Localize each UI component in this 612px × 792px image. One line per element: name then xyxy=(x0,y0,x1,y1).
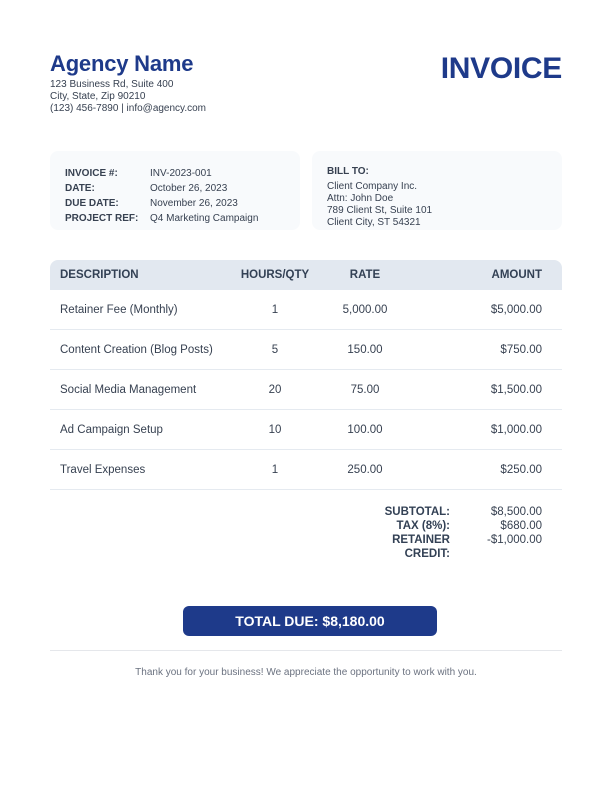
table-row xyxy=(50,330,562,370)
subtotal-value: $8,500.00 xyxy=(490,506,542,518)
meta-value: October 26, 2023 xyxy=(150,183,228,194)
cell-description: Travel Expenses xyxy=(60,463,146,476)
agency-address-line2: City, State, Zip 90210 xyxy=(50,91,146,102)
agency-contact: (123) 456-7890 | info@agency.com xyxy=(50,103,206,114)
retainer-credit-label xyxy=(360,533,450,561)
header-qty: HOURS/QTY xyxy=(240,269,310,281)
bill-to-card xyxy=(312,151,562,230)
tax-value: $680.00 xyxy=(500,520,542,532)
meta-label: PROJECT REF: xyxy=(65,213,139,224)
cell-qty: 1 xyxy=(271,303,279,316)
table-row xyxy=(50,370,562,410)
line-items-table xyxy=(50,260,562,490)
invoice-page xyxy=(50,50,562,678)
info-row xyxy=(50,151,562,230)
meta-label: DUE DATE: xyxy=(65,198,119,209)
cell-rate: 75.00 xyxy=(350,383,380,396)
document-title: INVOICE xyxy=(440,52,562,85)
table-row xyxy=(50,290,562,330)
cell-amount: $5,000.00 xyxy=(490,303,542,316)
retainer-credit-label-line1: RETAINER xyxy=(392,534,450,546)
agency-address-line1: 123 Business Rd, Suite 400 xyxy=(50,79,174,90)
cell-amount: $750.00 xyxy=(500,343,542,356)
bill-to-street: 789 Client St, Suite 101 xyxy=(327,205,433,216)
footer-divider xyxy=(50,650,562,651)
cell-rate: 250.00 xyxy=(347,463,383,476)
invoice-meta-card xyxy=(50,151,300,230)
tax-label: TAX (8%): xyxy=(396,520,450,532)
subtotal-row xyxy=(360,505,542,519)
cell-rate: 100.00 xyxy=(347,423,383,436)
table-row xyxy=(50,410,562,450)
header-description: DESCRIPTION xyxy=(60,269,139,281)
cell-qty: 5 xyxy=(271,343,279,356)
meta-value: November 26, 2023 xyxy=(150,198,238,209)
cell-rate: 150.00 xyxy=(347,343,383,356)
cell-description: Retainer Fee (Monthly) xyxy=(60,303,178,316)
invoice-header xyxy=(50,50,562,120)
table-row xyxy=(50,450,562,490)
cell-qty: 1 xyxy=(271,463,279,476)
cell-description: Content Creation (Blog Posts) xyxy=(60,343,213,356)
meta-row-date xyxy=(65,181,300,196)
meta-label: INVOICE #: xyxy=(65,168,118,179)
header-amount: AMOUNT xyxy=(491,269,542,281)
bill-to-company: Client Company Inc. xyxy=(327,181,418,192)
meta-row-project-ref xyxy=(65,211,300,226)
cell-description: Ad Campaign Setup xyxy=(60,423,163,436)
meta-label: DATE: xyxy=(65,183,95,194)
cell-qty: 10 xyxy=(268,423,282,436)
tax-row xyxy=(360,519,542,533)
retainer-credit-label-line2: CREDIT: xyxy=(404,548,450,560)
agency-name: Agency Name xyxy=(50,51,194,76)
cell-qty: 20 xyxy=(268,383,282,396)
header-rate: RATE xyxy=(349,269,381,281)
cell-description: Social Media Management xyxy=(60,383,197,396)
total-due-banner: TOTAL DUE: $8,180.00 xyxy=(183,606,437,636)
subtotal-label: SUBTOTAL: xyxy=(384,506,450,518)
bill-to-city: Client City, ST 54321 xyxy=(327,217,421,228)
bill-to-attn: Attn: John Doe xyxy=(327,193,394,204)
table-header xyxy=(50,260,562,290)
footer-thank-you: Thank you for your business! We appreciate the opportunity to work with you. xyxy=(135,667,477,678)
totals-summary xyxy=(360,505,542,561)
retainer-credit-value: -$1,000.00 xyxy=(487,534,542,546)
meta-value: INV-2023-001 xyxy=(150,168,212,179)
meta-value: Q4 Marketing Campaign xyxy=(150,213,259,224)
cell-amount: $1,500.00 xyxy=(490,383,542,396)
meta-row-invoice-number xyxy=(65,166,300,181)
cell-rate: 5,000.00 xyxy=(342,303,388,316)
retainer-credit-row xyxy=(360,533,542,561)
bill-to-label: BILL TO: xyxy=(327,166,369,177)
cell-amount: $1,000.00 xyxy=(490,423,542,436)
meta-row-due-date xyxy=(65,196,300,211)
agency-address xyxy=(50,79,206,115)
cell-amount: $250.00 xyxy=(500,463,542,476)
